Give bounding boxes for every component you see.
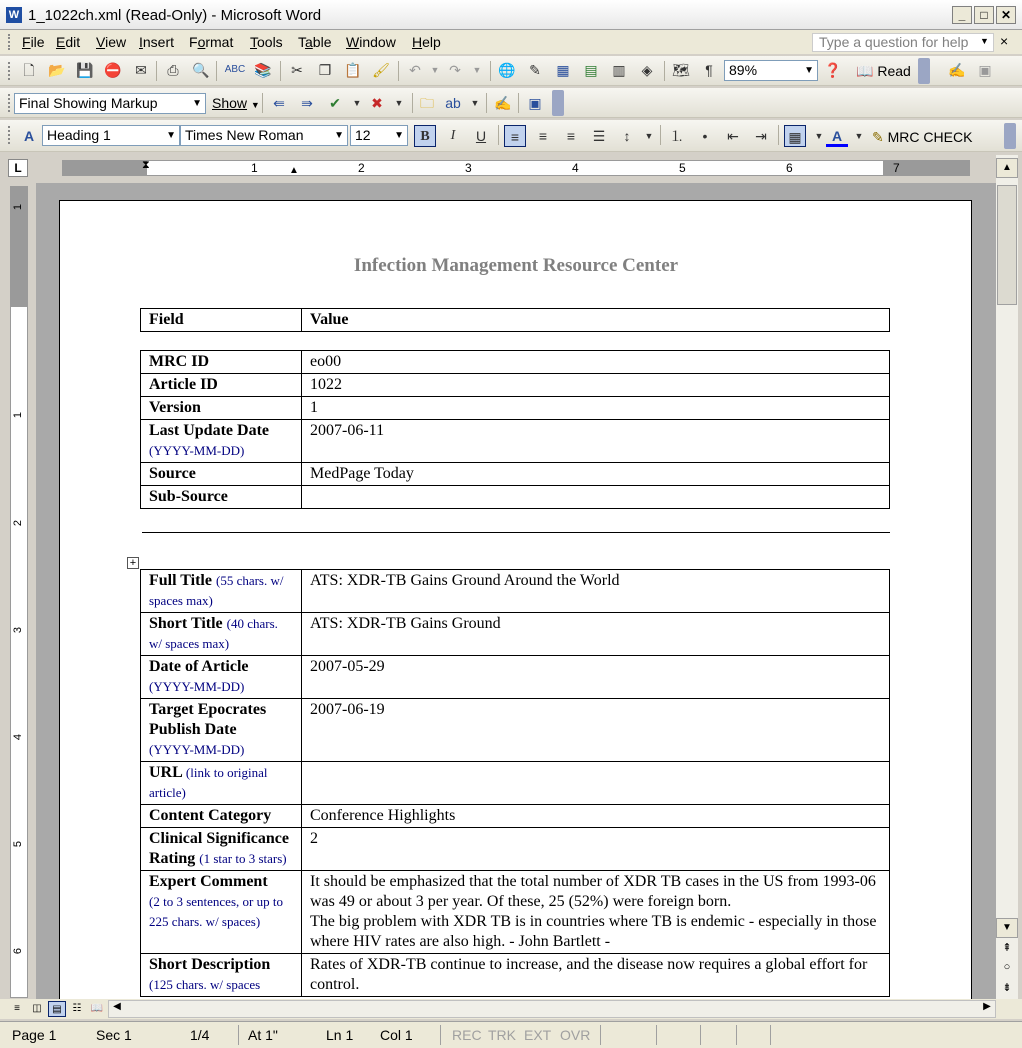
undo-dropdown-icon[interactable]: ▼ bbox=[430, 65, 440, 75]
field-cell[interactable]: Short Title (40 chars. w/ spaces max) bbox=[141, 613, 302, 656]
chevron-down-icon: ▼ bbox=[804, 65, 814, 76]
status-page: Page 1 bbox=[12, 1027, 57, 1043]
table-row bbox=[141, 309, 890, 332]
header-table bbox=[140, 308, 890, 332]
line-spacing-icon[interactable]: ↕ bbox=[623, 128, 631, 144]
column-marker-icon[interactable]: ▲ bbox=[289, 165, 299, 176]
table-row bbox=[141, 351, 890, 374]
status-column: Col 1 bbox=[380, 1027, 413, 1043]
ruler-number: 3 bbox=[465, 161, 472, 175]
scroll-up-icon[interactable]: ▲ bbox=[996, 158, 1018, 178]
status-rec[interactable]: REC bbox=[452, 1027, 482, 1043]
left-margin bbox=[63, 161, 147, 175]
value-cell[interactable]: 2 bbox=[302, 828, 890, 871]
value-cell[interactable]: Rates of XDR-TB continue to increase, and the disease now requires a global effort for control. bbox=[302, 954, 890, 997]
scroll-right-icon[interactable]: ▶ bbox=[983, 1001, 991, 1012]
value-cell[interactable] bbox=[302, 762, 890, 805]
zoom-select[interactable]: 89% ▼ bbox=[724, 60, 818, 81]
menu-table[interactable]: Table bbox=[298, 34, 332, 50]
field-hint: (YYYY-MM-DD) bbox=[149, 679, 245, 694]
ruler-number: 3 bbox=[12, 626, 25, 634]
maximize-button[interactable]: □ bbox=[974, 6, 994, 24]
table-row bbox=[141, 828, 890, 871]
font-size-select[interactable]: 12 ▼ bbox=[350, 125, 408, 146]
status-trk[interactable]: TRK bbox=[488, 1027, 516, 1043]
select-browse-object-icon[interactable]: ○ bbox=[1003, 961, 1011, 973]
value-cell[interactable]: eo00 bbox=[302, 351, 890, 374]
tables-borders-icon[interactable]: ✎ bbox=[529, 62, 541, 78]
insert-excel-icon[interactable]: ▤ bbox=[584, 62, 598, 78]
increase-indent-icon[interactable]: ⇥ bbox=[755, 128, 767, 144]
menu-tools[interactable]: Tools bbox=[250, 34, 283, 50]
reading-layout-icon[interactable]: 📖 bbox=[90, 1003, 104, 1014]
chevron-down-icon: ▼ bbox=[394, 130, 404, 141]
formatting-toolbar bbox=[0, 120, 1022, 152]
menu-format[interactable]: Format bbox=[189, 34, 234, 50]
font-color-dropdown-icon[interactable]: ▼ bbox=[854, 131, 864, 141]
value-cell[interactable]: 2007-06-11 bbox=[302, 420, 890, 463]
styles-formatting-icon[interactable]: A bbox=[23, 128, 35, 144]
table-row bbox=[141, 397, 890, 420]
borders-icon[interactable]: ▦ bbox=[784, 125, 806, 147]
table-row bbox=[141, 871, 890, 954]
toolbar-options-icon[interactable] bbox=[1004, 123, 1016, 149]
read-button[interactable]: 📖 Read bbox=[856, 63, 911, 79]
value-cell[interactable]: 2007-05-29 bbox=[302, 656, 890, 699]
field-hint: (1 star to 3 stars) bbox=[199, 851, 287, 866]
ruler-number: 7 bbox=[893, 161, 900, 175]
status-pages: 1/4 bbox=[190, 1027, 210, 1043]
track-changes-toggle-icon[interactable]: ✍ bbox=[494, 95, 512, 111]
line-spacing-dropdown-icon[interactable]: ▼ bbox=[644, 131, 654, 141]
accept-dropdown-icon[interactable]: ▼ bbox=[352, 98, 362, 108]
next-change-icon[interactable]: ⇛ bbox=[301, 95, 313, 111]
scroll-left-icon[interactable]: ◀ bbox=[113, 1001, 121, 1012]
table-row bbox=[141, 805, 890, 828]
field-hint: (YYYY-MM-DD) bbox=[149, 443, 245, 458]
field-hint: (2 to 3 sentences, or up to 225 chars. w/ spaces) bbox=[149, 894, 283, 929]
document-map-icon[interactable]: 🗺 bbox=[672, 62, 690, 78]
print-icon[interactable]: ⎙ bbox=[167, 62, 179, 78]
toolbar-grip[interactable] bbox=[8, 94, 10, 112]
numbering-icon[interactable]: ⒈ bbox=[670, 128, 684, 144]
table-row bbox=[141, 954, 890, 997]
field-cell[interactable]: Clinical Significance Rating (1 star to 3 stars) bbox=[141, 828, 302, 871]
outline-view-icon[interactable]: ☷ bbox=[72, 1003, 82, 1014]
view-and-hscroll-row bbox=[0, 999, 1022, 1019]
normal-view-icon[interactable]: ≡ bbox=[14, 1003, 20, 1014]
reviewing-pane-toggle-icon[interactable]: ▣ bbox=[528, 95, 542, 111]
redo-dropdown-icon[interactable]: ▼ bbox=[472, 65, 482, 75]
previous-page-icon[interactable]: ⇞ bbox=[1002, 942, 1012, 954]
toolbar-options-icon[interactable] bbox=[552, 90, 564, 116]
menu-file[interactable]: File bbox=[22, 34, 45, 50]
table-row bbox=[141, 762, 890, 805]
table-row bbox=[141, 420, 890, 463]
accept-change-icon[interactable]: ✔ bbox=[329, 95, 341, 111]
drawing-icon[interactable]: ◈ bbox=[641, 62, 653, 78]
field-cell[interactable]: Article ID bbox=[141, 374, 302, 397]
decrease-indent-icon[interactable]: ⇤ bbox=[727, 128, 739, 144]
help-icon[interactable]: ❓ bbox=[824, 62, 842, 78]
window-title: 1_1022ch.xml (Read-Only) - Microsoft Word bbox=[28, 7, 322, 24]
value-cell[interactable]: 1022 bbox=[302, 374, 890, 397]
track-changes-icon[interactable]: ab bbox=[445, 95, 461, 111]
table-row bbox=[141, 699, 890, 762]
field-cell[interactable]: Target Epocrates Publish Date (YYYY-MM-DD) bbox=[141, 699, 302, 762]
bold-button[interactable]: B bbox=[414, 125, 436, 147]
bullets-icon[interactable]: • bbox=[702, 128, 708, 144]
cut-icon[interactable]: ✂ bbox=[291, 62, 303, 78]
field-cell[interactable]: Date of Article (YYYY-MM-DD) bbox=[141, 656, 302, 699]
scroll-down-icon[interactable]: ▼ bbox=[996, 918, 1018, 938]
indent-marker-icon[interactable]: ⧗ bbox=[142, 159, 150, 171]
field-cell[interactable]: Full Title (55 chars. w/ spaces max) bbox=[141, 570, 302, 613]
chevron-down-icon: ▼ bbox=[166, 130, 176, 141]
close-document-button[interactable]: × bbox=[1000, 33, 1009, 49]
reject-change-icon[interactable]: ✖ bbox=[371, 95, 383, 111]
spelling-icon[interactable]: ABC bbox=[224, 64, 246, 75]
menu-window[interactable]: Window bbox=[346, 34, 396, 50]
field-cell[interactable]: Content Category bbox=[141, 805, 302, 828]
minimize-button[interactable]: _ bbox=[952, 6, 972, 24]
menu-edit[interactable]: Edit bbox=[56, 34, 81, 50]
field-hint: (YYYY-MM-DD) bbox=[149, 742, 245, 757]
chevron-down-icon: ▼ bbox=[334, 130, 344, 141]
italic-button[interactable]: I bbox=[450, 128, 456, 143]
save-icon[interactable]: 💾 bbox=[76, 62, 94, 78]
align-center-icon[interactable]: ≡ bbox=[538, 128, 548, 144]
horizontal-ruler-row bbox=[0, 155, 1022, 181]
book-icon: 📖 bbox=[856, 63, 874, 79]
highlight-dropdown-icon[interactable]: ▼ bbox=[470, 98, 480, 108]
align-right-icon[interactable]: ≡ bbox=[566, 128, 576, 144]
show-menu-button[interactable]: Show ▼ bbox=[212, 95, 260, 111]
ruler-number: 1 bbox=[251, 161, 258, 175]
style-select[interactable]: Heading 1 ▼ bbox=[42, 125, 180, 146]
horizontal-scrollbar[interactable] bbox=[108, 1000, 996, 1018]
font-select[interactable]: Times New Roman ▼ bbox=[180, 125, 348, 146]
menu-view[interactable]: View bbox=[96, 34, 127, 50]
ruler-number: 6 bbox=[12, 947, 25, 955]
field-hint: (40 chars. w/ spaces max) bbox=[149, 616, 278, 651]
status-at: At 1" bbox=[248, 1027, 278, 1043]
ruler-number: 4 bbox=[12, 733, 25, 741]
vertical-scrollbar[interactable] bbox=[996, 155, 1018, 1001]
table-row bbox=[141, 486, 890, 509]
content-table bbox=[140, 569, 890, 997]
redo-icon[interactable]: ↷ bbox=[449, 62, 461, 78]
document-page[interactable] bbox=[59, 200, 972, 1001]
value-cell[interactable]: MedPage Today bbox=[302, 463, 890, 486]
value-cell[interactable]: 1 bbox=[302, 397, 890, 420]
field-cell[interactable]: Version bbox=[141, 397, 302, 420]
expert-comment-para: The big problem with XDR TB is in countries where TB is endemic - especially in those where HIV rates are also high. - John Bartlett - bbox=[310, 913, 877, 950]
justify-icon[interactable]: ☰ bbox=[592, 128, 606, 144]
horizontal-ruler[interactable] bbox=[62, 160, 970, 176]
paste-icon[interactable]: 📋 bbox=[344, 62, 362, 78]
borders-dropdown-icon[interactable]: ▼ bbox=[814, 131, 824, 141]
value-cell[interactable]: Conference Highlights bbox=[302, 805, 890, 828]
print-preview-icon[interactable]: 🔍 bbox=[192, 62, 210, 78]
display-for-review-select[interactable]: Final Showing Markup ▼ bbox=[14, 93, 206, 114]
ruler-number: 2 bbox=[358, 161, 365, 175]
copy-icon[interactable]: ❐ bbox=[318, 62, 332, 78]
field-cell[interactable]: Source bbox=[141, 463, 302, 486]
mrc-check-button[interactable]: ✎ MRC CHECK bbox=[872, 129, 973, 145]
columns-icon[interactable]: ▥ bbox=[612, 62, 626, 78]
field-hint: (125 chars. w/ spaces bbox=[149, 977, 261, 992]
open-icon[interactable]: 📂 bbox=[48, 62, 66, 78]
ask-question-dropdown-icon[interactable]: ▼ bbox=[980, 36, 989, 46]
menu-grip[interactable] bbox=[8, 34, 11, 50]
format-painter-icon[interactable]: 🖌 bbox=[372, 62, 390, 78]
scroll-thumb[interactable] bbox=[997, 185, 1017, 305]
toolbar-options-icon[interactable] bbox=[918, 58, 930, 84]
markup-icon[interactable]: ▣ bbox=[978, 62, 992, 78]
ruler-number: 2 bbox=[12, 519, 25, 527]
tab-selector[interactable]: L bbox=[8, 159, 28, 177]
menu-bar bbox=[0, 30, 1022, 54]
print-layout-icon[interactable]: ▤ bbox=[48, 1001, 66, 1017]
value-cell[interactable] bbox=[302, 871, 890, 954]
vertical-ruler[interactable] bbox=[10, 186, 28, 998]
status-section: Sec 1 bbox=[96, 1027, 132, 1043]
new-icon[interactable]: 🗋 bbox=[23, 62, 35, 78]
ruler-number: 1 bbox=[12, 411, 25, 419]
permission-icon[interactable]: ⛔ bbox=[104, 62, 122, 78]
table-row bbox=[141, 570, 890, 613]
close-button[interactable]: ✕ bbox=[996, 6, 1016, 24]
chevron-down-icon: ▼ bbox=[250, 100, 260, 110]
show-hide-icon[interactable]: ¶ bbox=[705, 62, 713, 78]
undo-icon[interactable]: ↶ bbox=[409, 62, 421, 78]
align-left-icon[interactable]: ≡ bbox=[504, 125, 526, 147]
table-row bbox=[141, 656, 890, 699]
hyperlink-icon[interactable]: 🌐 bbox=[498, 62, 516, 78]
field-hint: (55 chars. w/ spaces max) bbox=[149, 573, 284, 608]
value-cell[interactable]: 2007-06-19 bbox=[302, 699, 890, 762]
table-row bbox=[141, 374, 890, 397]
table-move-handle-icon[interactable]: + bbox=[127, 557, 139, 569]
value-cell[interactable] bbox=[302, 486, 890, 509]
field-cell[interactable]: Expert Comment (2 to 3 sentences, or up to 225 chars. w/ spaces) bbox=[141, 871, 302, 954]
menu-insert[interactable]: Insert bbox=[139, 34, 175, 50]
value-cell[interactable]: ATS: XDR-TB Gains Ground bbox=[302, 613, 890, 656]
ruler-number: 5 bbox=[12, 840, 25, 848]
toolbar-grip[interactable] bbox=[8, 62, 10, 80]
email-icon[interactable]: ✉ bbox=[135, 62, 147, 78]
font-color-button[interactable]: A bbox=[826, 125, 848, 147]
horizontal-rule bbox=[142, 532, 890, 533]
ruler-number: 4 bbox=[572, 161, 579, 175]
underline-button[interactable]: U bbox=[475, 128, 487, 144]
page-title: Infection Management Resource Center bbox=[353, 255, 679, 276]
insert-table-icon[interactable]: ▦ bbox=[556, 62, 570, 78]
value-cell[interactable]: ATS: XDR-TB Gains Ground Around the World bbox=[302, 570, 890, 613]
ruler-number: 6 bbox=[786, 161, 793, 175]
field-cell[interactable]: Sub-Source bbox=[141, 486, 302, 509]
field-cell[interactable]: Short Description (125 chars. w/ spaces bbox=[141, 954, 302, 997]
field-cell[interactable]: MRC ID bbox=[141, 351, 302, 374]
document-area[interactable] bbox=[36, 183, 996, 1001]
reviewing-toolbar bbox=[0, 88, 1022, 118]
table-header-value[interactable]: Value bbox=[302, 309, 890, 332]
title-bar bbox=[0, 0, 1022, 30]
next-page-icon[interactable]: ⇟ bbox=[1002, 982, 1012, 994]
new-comment-icon[interactable]: 🗀 bbox=[420, 95, 434, 111]
menu-help[interactable]: Help bbox=[412, 34, 441, 50]
expert-comment-para: It should be emphasized that the total number of XDR TB cases in the US from 1993-06 was 49 or about 3 per year. Of these, 25 (52%) were foreign born. bbox=[310, 873, 876, 910]
ask-question-input[interactable]: Type a question for help bbox=[812, 33, 994, 52]
previous-change-icon[interactable]: ⇚ bbox=[273, 95, 285, 111]
toolbar-grip[interactable] bbox=[8, 126, 10, 144]
ruler-number: 5 bbox=[679, 161, 686, 175]
field-cell[interactable]: URL (link to original article) bbox=[141, 762, 302, 805]
status-ext[interactable]: EXT bbox=[524, 1027, 552, 1043]
status-line: Ln 1 bbox=[326, 1027, 354, 1043]
ruler-number: 1 bbox=[12, 203, 25, 211]
table-header-field[interactable]: Field bbox=[141, 309, 302, 332]
chevron-down-icon: ▼ bbox=[192, 98, 202, 109]
table-row bbox=[141, 613, 890, 656]
pencil-icon: ✎ bbox=[872, 129, 884, 145]
word-app-icon[interactable]: W bbox=[6, 7, 22, 23]
web-layout-icon[interactable]: ◫ bbox=[32, 1003, 42, 1014]
table-row bbox=[141, 463, 890, 486]
standard-toolbar bbox=[0, 56, 1022, 86]
status-bar bbox=[0, 1021, 1022, 1048]
research-icon[interactable]: 📚 bbox=[254, 62, 272, 78]
field-hint: (link to original article) bbox=[149, 765, 268, 800]
reviewing-pane-icon[interactable]: ✍ bbox=[948, 62, 966, 78]
reject-dropdown-icon[interactable]: ▼ bbox=[394, 98, 404, 108]
metadata-table bbox=[140, 350, 890, 509]
field-cell[interactable]: Last Update Date (YYYY-MM-DD) bbox=[141, 420, 302, 463]
status-ovr[interactable]: OVR bbox=[560, 1027, 591, 1043]
